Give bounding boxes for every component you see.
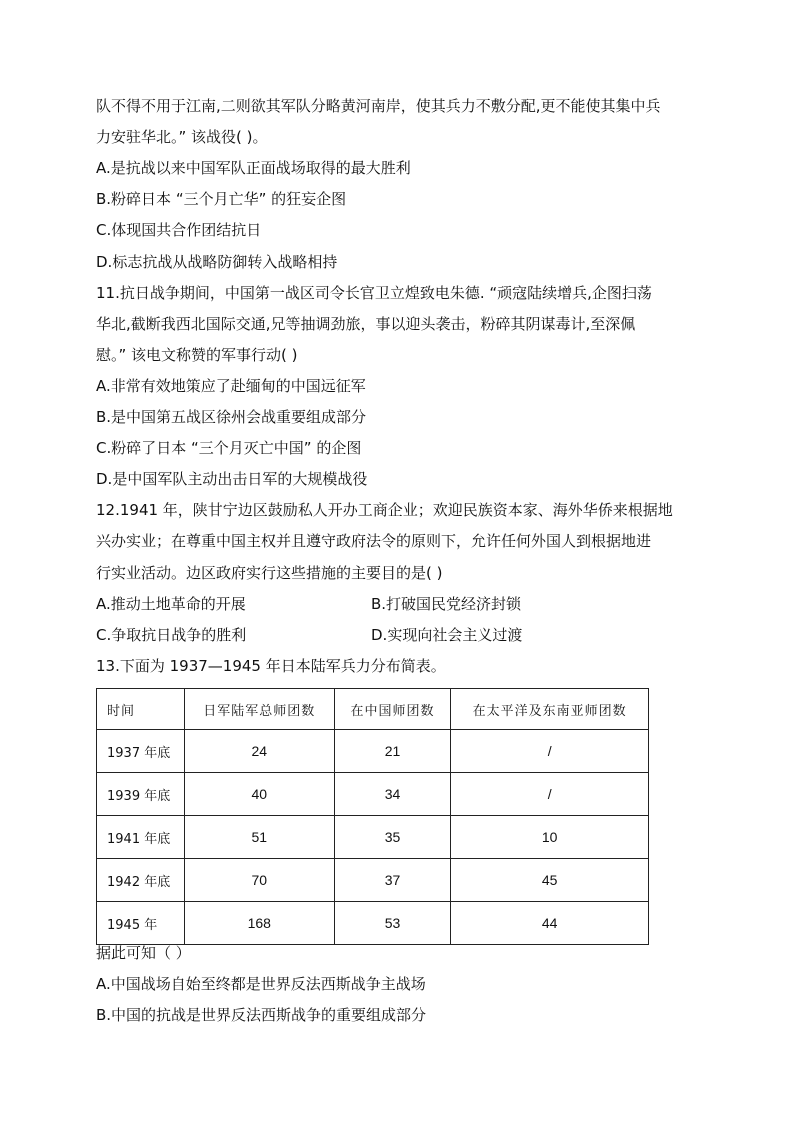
q11-option-b: B.是中国第五战区徐州会战重要组成部分	[96, 408, 367, 426]
q12-text-line-3: 行实业活动。边区政府实行这些措施的主要目的是( )	[96, 564, 443, 582]
q13-option-a: A.中国战场自始至终都是世界反法西斯战争主战场	[96, 975, 426, 993]
q10-text-line-2: 力安驻华北。” 该战役( )。	[96, 128, 268, 146]
row-total: 40	[184, 773, 334, 816]
row-china: 53	[334, 902, 451, 945]
row-total: 51	[184, 816, 334, 859]
army-distribution-table	[96, 688, 649, 945]
q12-option-a: A.推动土地革命的开展	[96, 595, 246, 613]
row-total: 24	[184, 730, 334, 773]
row-pacific: 44	[451, 902, 649, 945]
row-china: 21	[334, 730, 451, 773]
q13-prompt: 据此可知（ ）	[96, 944, 191, 962]
q11-text-line-3: 慰。” 该电文称赞的军事行动( )	[96, 346, 298, 364]
row-pacific: /	[451, 730, 649, 773]
q11-option-d: D.是中国军队主动出击日军的大规模战役	[96, 470, 368, 488]
row-total: 168	[184, 902, 334, 945]
table-row	[97, 816, 649, 859]
q13-intro: 13.下面为 1937—1945 年日本陆军兵力分布简表。	[96, 657, 446, 675]
row-pacific: 45	[451, 859, 649, 902]
header-china-divisions: 在中国师团数	[334, 689, 451, 730]
row-year: 1942 年底	[97, 859, 185, 902]
row-year: 1937 年底	[97, 730, 185, 773]
q12-text-line-2: 兴办实业；在尊重中国主权并且遵守政府法令的原则下，允许任何外国人到根据地进	[96, 532, 652, 550]
row-china: 35	[334, 816, 451, 859]
q13-option-b: B.中国的抗战是世界反法西斯战争的重要组成部分	[96, 1006, 427, 1024]
row-year: 1945 年	[97, 902, 185, 945]
header-time: 时间	[97, 689, 185, 730]
row-total: 70	[184, 859, 334, 902]
header-total-divisions: 日军陆军总师团数	[184, 689, 334, 730]
q12-option-b: B.打破国民党经济封锁	[371, 595, 522, 613]
table-row	[97, 902, 649, 945]
q12-option-d: D.实现向社会主义过渡	[371, 626, 523, 644]
header-pacific-divisions: 在太平洋及东南亚师团数	[451, 689, 649, 730]
table-row	[97, 730, 649, 773]
q12-option-c: C.争取抗日战争的胜利	[96, 626, 247, 644]
q10-option-d: D.标志抗战从战略防御转入战略相持	[96, 253, 338, 271]
q10-text-line-1: 队不得不用于江南,二则欲其军队分略黄河南岸，使其兵力不敷分配,更不能使其集中兵	[96, 97, 661, 115]
q10-option-c: C.体现国共合作团结抗日	[96, 221, 262, 239]
q11-text-line-2: 华北,截断我西北国际交通,兄等抽调劲旅，事以迎头袭击，粉碎其阴谋毒计,至深佩	[96, 315, 636, 333]
row-pacific: 10	[451, 816, 649, 859]
table-row	[97, 773, 649, 816]
q11-option-c: C.粉碎了日本 “三个月灭亡中国” 的企图	[96, 439, 362, 457]
table-header-row	[97, 689, 649, 730]
row-china: 37	[334, 859, 451, 902]
row-year: 1939 年底	[97, 773, 185, 816]
q11-text-line-1: 11.抗日战争期间，中国第一战区司令长官卫立煌致电朱德. “顽寇陆续增兵,企图扫荡	[96, 284, 652, 302]
row-year: 1941 年底	[97, 816, 185, 859]
q10-option-a: A.是抗战以来中国军队正面战场取得的最大胜利	[96, 159, 411, 177]
row-pacific: /	[451, 773, 649, 816]
row-china: 34	[334, 773, 451, 816]
table-row	[97, 859, 649, 902]
q11-option-a: A.非常有效地策应了赴缅甸的中国远征军	[96, 377, 366, 395]
q10-option-b: B.粉碎日本 “三个月亡华” 的狂妄企图	[96, 190, 347, 208]
q12-text-line-1: 12.1941 年，陕甘宁边区鼓励私人开办工商企业；欢迎民族资本家、海外华侨来根据地	[96, 501, 673, 519]
